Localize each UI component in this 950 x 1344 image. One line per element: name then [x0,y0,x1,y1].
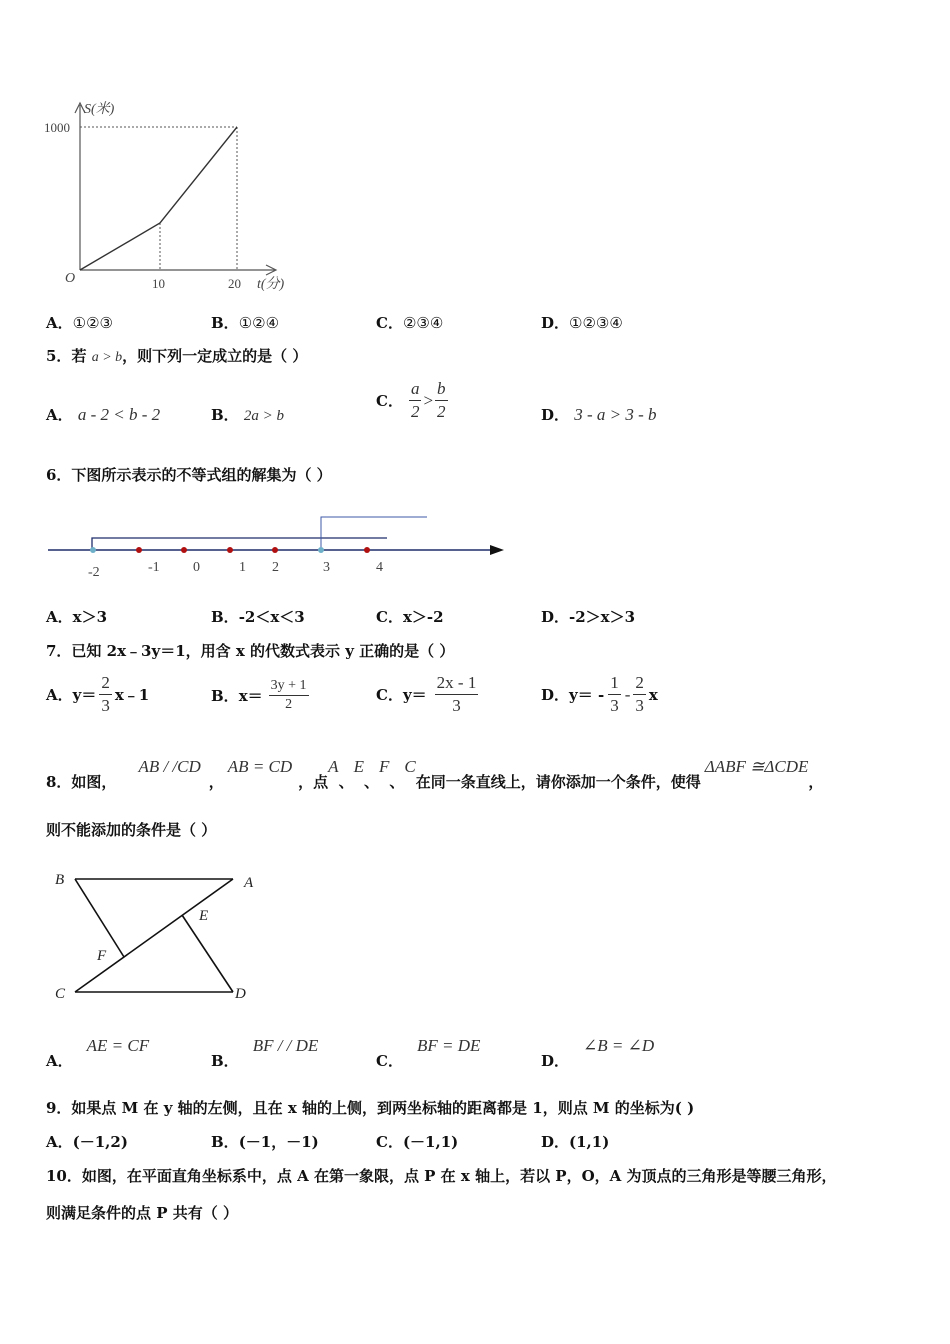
point-0 [181,547,187,553]
x-tick-20: 20 [228,276,241,291]
q5-option-c[interactable]: C． $\frac{a}{2}$ > $\frac{b}{2}$ [376,379,446,421]
q9-stem: 9．如果点 M 在 y 轴的左侧，且在 x 轴的上侧，到两坐标轴的距离都是 1，则点 M 的坐标为( ) [46,1099,695,1117]
q4-option-a[interactable]: A．①②③ [46,314,113,332]
x-axis-label: t(分) [257,277,285,292]
q8-option-c[interactable]: C． BF = DE [376,1036,481,1070]
number-line [40,505,515,585]
q7-d-frac-1: $\frac{1}{3}$ [610,673,619,715]
q6-option-a[interactable]: A．x＞3 [46,608,108,626]
q8-figure [45,862,270,1007]
q7-option-d[interactable]: D． y＝ - $\frac{1}{3}$ - $\frac{2}{3}$ x [541,673,658,715]
tick-label: 2 [272,560,279,575]
q9-option-b[interactable]: B．(－1，－1) [211,1133,319,1151]
x-tick-10: 10 [152,276,165,291]
q5-c-frac-2: $\frac{b}{2}$ [437,379,446,421]
q5-stem: 5．若 a > b，则下列一定成立的是（ ） [46,347,308,365]
q7-d-frac-2: $\frac{2}{3}$ [635,673,644,715]
q10-stem-line2: 则满足条件的点 P 共有（ ） [46,1204,238,1222]
tick-label: -2 [88,565,100,580]
tick-label: 1 [239,560,246,575]
q8-option-b[interactable]: B． BF / / DE [211,1036,319,1070]
tick-label: 0 [193,560,200,575]
q8-option-d[interactable]: D． ∠B = ∠D [541,1036,655,1070]
label-f: F [97,948,107,964]
q9-option-c[interactable]: C．(－1,1) [376,1133,459,1151]
label-b: B [55,872,65,888]
q4-option-b[interactable]: B．①②④ [211,314,280,332]
q6-option-c[interactable]: C．x＞-2 [376,608,444,626]
q6-option-d[interactable]: D．-2＞x＞3 [541,608,636,626]
bracket-right [321,517,427,550]
q6-stem: 6．下图所示表示的不等式组的解集为（ ） [46,466,332,484]
point-neg2 [90,547,96,553]
q7-stem: 7．已知 2x﹣3y＝1，用含 x 的代数式表示 y 正确的是（ ） [46,642,455,660]
point-4 [364,547,370,553]
graph-line [80,127,237,270]
q5-option-b[interactable]: B． 2a > b [211,406,285,424]
bracket-left [92,538,387,550]
q7-b-frac: $\frac{3y + 1}{2}$ [270,678,307,712]
label-c: C [55,986,66,1002]
label-a: A [244,875,254,891]
q9-option-a[interactable]: A．(－1,2) [46,1133,128,1151]
q6-option-b[interactable]: B．-2＜x＜3 [211,608,305,626]
label-e: E [199,908,209,924]
q5-c-frac-1: $\frac{a}{2}$ [410,379,420,421]
q7-option-c[interactable]: C． y＝ $\frac{2x - 1}{3}$ [376,673,477,715]
tick-label: 4 [376,560,383,575]
point-3 [318,547,324,553]
y-axis-label: S(米) [84,102,115,117]
q8-stem-line2: 则不能添加的条件是（ ） [46,821,217,839]
point-2 [272,547,278,553]
q7-c-frac: $\frac{2x - 1}{3}$ [436,673,477,715]
q9-option-d[interactable]: D．(1,1) [541,1133,610,1151]
label-d: D [235,986,246,1002]
point-1 [227,547,233,553]
number-line-arrow [490,545,504,555]
q7-option-b[interactable]: B． x＝ $\frac{3y + 1}{2}$ [211,678,307,712]
tick-label: 3 [323,560,330,575]
q7-a-frac: $\frac{2}{3}$ [101,673,110,715]
origin-label: O [65,271,76,286]
q10-stem-line1: 10．如图，在平面直角坐标系中，点 A 在第一象限，点 P 在 x 轴上，若以 P，O，A 为顶点的三角形是等腰三角形， [46,1167,837,1185]
segment-bf [75,879,124,957]
q4-option-d[interactable]: D．①②③④ [541,314,623,332]
segment-ed [182,915,233,992]
q5-option-a[interactable]: A． a - 2 < b - 2 [46,405,161,424]
point-neg1 [136,547,142,553]
q5-option-d[interactable]: D． 3 - a > 3 - b [541,405,657,424]
q7-option-a[interactable]: A． y＝ $\frac{2}{3}$ x﹣1 [46,673,150,715]
tick-label: -1 [148,560,160,575]
y-tick-1000: 1000 [44,120,70,135]
segment-ac [75,879,233,992]
q4-option-c[interactable]: C．②③④ [376,314,444,332]
q8-option-a[interactable]: A． AE = CF [46,1036,150,1070]
q8-stem-line1: 8．如图， AB / /CD ， AB = CD ，点 A 、 E 、 F 、 C 在同一条直线上，请你添加一个条件，使得 ΔABF ≅ΔCDE ， [46,757,824,791]
distance-time-graph [40,95,320,300]
